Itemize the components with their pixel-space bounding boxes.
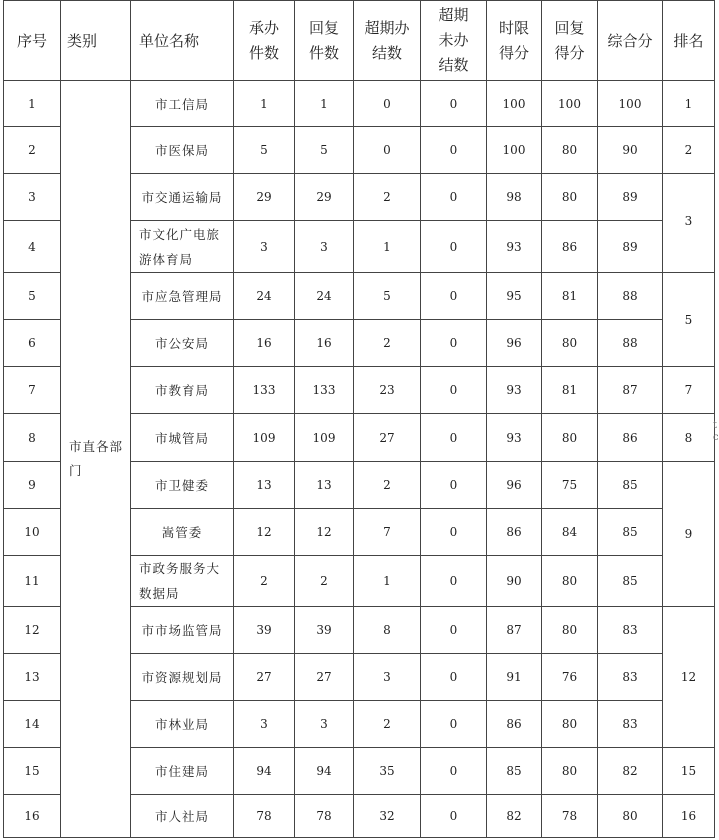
replied-cell: 5 — [295, 127, 354, 174]
total-cell: 85 — [598, 509, 663, 556]
handled-cell: 133 — [234, 367, 295, 414]
overdue-open-cell: 0 — [421, 221, 487, 273]
time-score-cell: 86 — [487, 509, 542, 556]
total-cell: 89 — [598, 174, 663, 221]
time-score-cell: 96 — [487, 462, 542, 509]
header-row — [4, 1, 715, 81]
handled-cell: 29 — [234, 174, 295, 221]
total-cell: 89 — [598, 221, 663, 273]
overdue-done-cell: 2 — [354, 320, 421, 367]
replied-cell: 2 — [295, 556, 354, 607]
seq-cell: 14 — [4, 701, 61, 748]
overdue-done-cell: 2 — [354, 701, 421, 748]
reply-score-cell: 78 — [542, 795, 598, 838]
edge-mark-upper: t — [713, 420, 718, 431]
total-cell: 83 — [598, 654, 663, 701]
overdue-done-cell: 2 — [354, 174, 421, 221]
unit-cell: 市文化广电旅 游体育局 — [131, 221, 234, 273]
handled-cell: 94 — [234, 748, 295, 795]
seq-cell: 7 — [4, 367, 61, 414]
unit-cell: 市市场监管局 — [131, 607, 234, 654]
handled-cell: 1 — [234, 81, 295, 127]
overdue-done-cell: 3 — [354, 654, 421, 701]
total-cell: 83 — [598, 701, 663, 748]
reply-score-cell: 81 — [542, 367, 598, 414]
seq-cell: 12 — [4, 607, 61, 654]
header-overdue-done: 超期办 结数 — [354, 1, 421, 81]
handled-cell: 3 — [234, 221, 295, 273]
handled-cell: 13 — [234, 462, 295, 509]
time-score-cell: 93 — [487, 414, 542, 462]
overdue-done-cell: 35 — [354, 748, 421, 795]
overdue-open-cell: 0 — [421, 701, 487, 748]
ranking-table — [3, 0, 718, 838]
total-cell: 90 — [598, 127, 663, 174]
reply-score-cell: 80 — [542, 174, 598, 221]
unit-cell: 市交通运输局 — [131, 174, 234, 221]
total-cell: 88 — [598, 273, 663, 320]
time-score-cell: 93 — [487, 367, 542, 414]
seq-cell: 6 — [4, 320, 61, 367]
reply-score-cell: 80 — [542, 320, 598, 367]
replied-cell: 13 — [295, 462, 354, 509]
replied-cell: 133 — [295, 367, 354, 414]
unit-cell: 市林业局 — [131, 701, 234, 748]
overdue-open-cell: 0 — [421, 607, 487, 654]
total-cell: 88 — [598, 320, 663, 367]
reply-score-cell: 84 — [542, 509, 598, 556]
handled-cell: 5 — [234, 127, 295, 174]
overdue-done-cell: 27 — [354, 414, 421, 462]
replied-cell: 78 — [295, 795, 354, 838]
seq-cell: 8 — [4, 414, 61, 462]
overdue-done-cell: 0 — [354, 81, 421, 127]
reply-score-cell: 80 — [542, 607, 598, 654]
table-row — [4, 81, 715, 127]
rank-cell: 8 — [663, 414, 715, 462]
reply-score-cell: 80 — [542, 701, 598, 748]
handled-cell: 24 — [234, 273, 295, 320]
edge-mark-lower: c — [713, 432, 719, 443]
overdue-open-cell: 0 — [421, 320, 487, 367]
time-score-cell: 98 — [487, 174, 542, 221]
handled-cell: 78 — [234, 795, 295, 838]
unit-cell: 市资源规划局 — [131, 654, 234, 701]
header-overdue-open: 超期 未办 结数 — [421, 1, 487, 81]
overdue-open-cell: 0 — [421, 127, 487, 174]
replied-cell: 24 — [295, 273, 354, 320]
overdue-done-cell: 23 — [354, 367, 421, 414]
rank-cell: 16 — [663, 795, 715, 838]
header-time-score: 时限 得分 — [487, 1, 542, 81]
seq-cell: 2 — [4, 127, 61, 174]
unit-cell: 市应急管理局 — [131, 273, 234, 320]
handled-cell: 27 — [234, 654, 295, 701]
time-score-cell: 96 — [487, 320, 542, 367]
seq-cell: 9 — [4, 462, 61, 509]
unit-cell: 市医保局 — [131, 127, 234, 174]
total-cell: 82 — [598, 748, 663, 795]
unit-cell: 市公安局 — [131, 320, 234, 367]
handled-cell: 12 — [234, 509, 295, 556]
seq-cell: 5 — [4, 273, 61, 320]
header-rank: 排名 — [663, 1, 715, 81]
handled-cell: 16 — [234, 320, 295, 367]
time-score-cell: 82 — [487, 795, 542, 838]
overdue-open-cell: 0 — [421, 273, 487, 320]
unit-cell: 市教育局 — [131, 367, 234, 414]
header-unit: 单位名称 — [131, 1, 234, 81]
unit-cell: 市人社局 — [131, 795, 234, 838]
reply-score-cell: 80 — [542, 127, 598, 174]
reply-score-cell: 80 — [542, 414, 598, 462]
overdue-open-cell: 0 — [421, 509, 487, 556]
reply-score-cell: 81 — [542, 273, 598, 320]
overdue-open-cell: 0 — [421, 556, 487, 607]
overdue-done-cell: 7 — [354, 509, 421, 556]
handled-cell: 39 — [234, 607, 295, 654]
seq-cell: 10 — [4, 509, 61, 556]
time-score-cell: 87 — [487, 607, 542, 654]
seq-cell: 3 — [4, 174, 61, 221]
overdue-open-cell: 0 — [421, 748, 487, 795]
seq-cell: 15 — [4, 748, 61, 795]
overdue-done-cell: 0 — [354, 127, 421, 174]
unit-cell: 市卫健委 — [131, 462, 234, 509]
replied-cell: 3 — [295, 701, 354, 748]
overdue-open-cell: 0 — [421, 795, 487, 838]
time-score-cell: 100 — [487, 127, 542, 174]
time-score-cell: 91 — [487, 654, 542, 701]
category-cell: 市直各部门 — [61, 81, 131, 838]
overdue-done-cell: 2 — [354, 462, 421, 509]
rank-cell: 15 — [663, 748, 715, 795]
reply-score-cell: 100 — [542, 81, 598, 127]
replied-cell: 16 — [295, 320, 354, 367]
replied-cell: 27 — [295, 654, 354, 701]
total-cell: 80 — [598, 795, 663, 838]
rank-cell: 5 — [663, 273, 715, 367]
seq-cell: 11 — [4, 556, 61, 607]
rank-cell: 12 — [663, 607, 715, 748]
overdue-done-cell: 32 — [354, 795, 421, 838]
unit-cell: 市城管局 — [131, 414, 234, 462]
replied-cell: 1 — [295, 81, 354, 127]
seq-cell: 4 — [4, 221, 61, 273]
rank-cell: 7 — [663, 367, 715, 414]
unit-cell: 市政务服务大 数据局 — [131, 556, 234, 607]
replied-cell: 39 — [295, 607, 354, 654]
replied-cell: 29 — [295, 174, 354, 221]
total-cell: 100 — [598, 81, 663, 127]
seq-cell: 1 — [4, 81, 61, 127]
time-score-cell: 100 — [487, 81, 542, 127]
rank-cell: 1 — [663, 81, 715, 127]
rank-cell: 3 — [663, 174, 715, 273]
reply-score-cell: 80 — [542, 556, 598, 607]
overdue-done-cell: 1 — [354, 221, 421, 273]
overdue-done-cell: 1 — [354, 556, 421, 607]
header-replied: 回复 件数 — [295, 1, 354, 81]
header-seq: 序号 — [4, 1, 61, 81]
reply-score-cell: 86 — [542, 221, 598, 273]
overdue-open-cell: 0 — [421, 414, 487, 462]
total-cell: 85 — [598, 462, 663, 509]
replied-cell: 94 — [295, 748, 354, 795]
time-score-cell: 85 — [487, 748, 542, 795]
header-category: 类别 — [61, 1, 131, 81]
total-cell: 83 — [598, 607, 663, 654]
unit-cell: 市住建局 — [131, 748, 234, 795]
unit-cell: 市工信局 — [131, 81, 234, 127]
reply-score-cell: 80 — [542, 748, 598, 795]
seq-cell: 13 — [4, 654, 61, 701]
overdue-done-cell: 5 — [354, 273, 421, 320]
total-cell: 85 — [598, 556, 663, 607]
replied-cell: 109 — [295, 414, 354, 462]
reply-score-cell: 75 — [542, 462, 598, 509]
replied-cell: 12 — [295, 509, 354, 556]
time-score-cell: 86 — [487, 701, 542, 748]
overdue-open-cell: 0 — [421, 174, 487, 221]
time-score-cell: 93 — [487, 221, 542, 273]
total-cell: 86 — [598, 414, 663, 462]
overdue-open-cell: 0 — [421, 367, 487, 414]
handled-cell: 3 — [234, 701, 295, 748]
time-score-cell: 90 — [487, 556, 542, 607]
handled-cell: 109 — [234, 414, 295, 462]
total-cell: 87 — [598, 367, 663, 414]
reply-score-cell: 76 — [542, 654, 598, 701]
header-total: 综合分 — [598, 1, 663, 81]
replied-cell: 3 — [295, 221, 354, 273]
overdue-open-cell: 0 — [421, 654, 487, 701]
handled-cell: 2 — [234, 556, 295, 607]
time-score-cell: 95 — [487, 273, 542, 320]
header-reply-score: 回复 得分 — [542, 1, 598, 81]
overdue-open-cell: 0 — [421, 462, 487, 509]
seq-cell: 16 — [4, 795, 61, 838]
header-handled: 承办 件数 — [234, 1, 295, 81]
unit-cell: 嵩管委 — [131, 509, 234, 556]
rank-cell: 2 — [663, 127, 715, 174]
rank-cell: 9 — [663, 462, 715, 607]
overdue-open-cell: 0 — [421, 81, 487, 127]
overdue-done-cell: 8 — [354, 607, 421, 654]
